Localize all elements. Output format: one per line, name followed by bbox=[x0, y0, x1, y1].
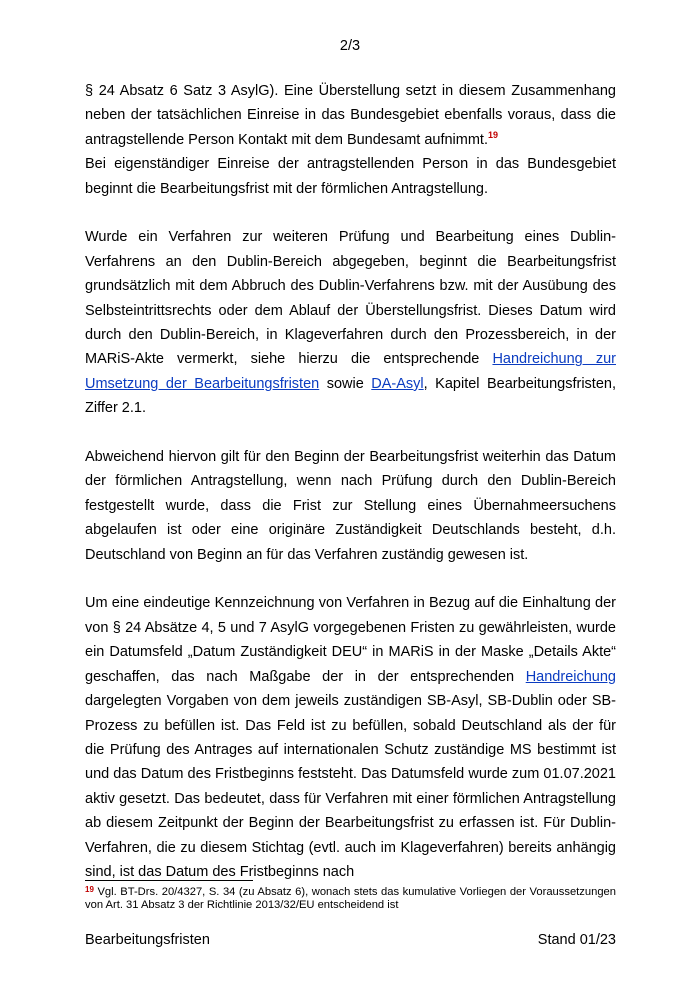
handreichung-bearbeitungsfristen-link[interactable]: Handreichung zur Umsetzung der Bearbeitungsfristen bbox=[85, 351, 616, 392]
page-footer bbox=[85, 932, 616, 948]
handreichung-link[interactable]: Handreichung bbox=[525, 668, 616, 685]
paragraph: Abweichend hiervon gilt für den Beginn der Bearbeitungsfrist weiterhin das Datum der förmlichen Antragstellung, wenn nach Prüfung durch den Dublin-Bereich festgestellt wurde, dass die Frist zur Stellung eines Übernahmeersuchens abgelaufen ist oder eine originäre Zuständigkeit Deutschlands besteht, d.h. Deutschland von Beginn an für das Verfahren zuständig gewesen ist. bbox=[85, 449, 616, 563]
footnote-text: Vgl. BT-Drs. 20/4327, S. 34 (zu Absatz 6), wonach stets das kumulative Vorliegen der Voraussetzungen von Art. 31 Absatz 3 der Richtlinie 2013/32/EU entscheidend ist bbox=[85, 886, 616, 911]
footnote-reference[interactable]: 19 bbox=[487, 129, 498, 140]
da-asyl-link[interactable]: DA-Asyl bbox=[371, 375, 424, 392]
footer-version: Stand 01/23 bbox=[537, 932, 616, 948]
paragraph bbox=[85, 591, 616, 884]
footnote-number: 19 bbox=[85, 885, 94, 894]
paragraph: Bei eigenständiger Einreise der antragstellenden Person in das Bundesgebiet beginnt die Bearbeitungsfrist mit der förmlichen Antragstellung. bbox=[85, 156, 616, 197]
footnote bbox=[85, 883, 616, 912]
page-number: 2/3 bbox=[339, 38, 361, 54]
document-body bbox=[85, 79, 616, 884]
paragraph-text: dargelegten Vorgaben von dem jeweils zuständigen SB-Asyl, SB-Dublin oder SB-Prozess zu befüllen ist. Das Feld ist zu befüllen, sobald Deutschland als der für die Prüfung des Antrages auf internationalen Schutz zuständige MS bestimmt ist und das Datum des Fristbeginns feststeht. Das Datumsfeld wurde zum 01.07.2021 aktiv gesetzt. Das bedeutet, dass für Verfahren mit einer förmlichen Antragstellung ab diesem Zeitpunkt der Beginn der Bearbeitungsfrist zu erfassen ist. Für Dublin-Verfahren, die zu diesem Stichtag (evtl. auch im Klageverfahren) bereits anhängig sind, ist das Datum des Fristbeginns nach bbox=[85, 693, 616, 880]
footer-title: Bearbeitungsfristen bbox=[85, 932, 210, 948]
paragraph bbox=[85, 225, 616, 420]
paragraph-text: § 24 Absatz 6 Satz 3 AsylG). Eine Überstellung setzt in diesem Zusammenhang neben der tatsächlichen Einreise in das Bundesgebiet ebenfalls voraus, dass die antragstellende Person Kontakt mit dem Bundesamt aufnimmt. bbox=[85, 83, 616, 148]
paragraph bbox=[85, 79, 616, 152]
paragraph-text: , Kapitel Bearbeitungsfristen, Ziffer 2.1. bbox=[85, 375, 616, 417]
paragraph-text: Wurde ein Verfahren zur weiteren Prüfung und Bearbeitung eines Dublin-Verfahrens an den Dublin-Bereich abgegeben, beginnt die Bearbeitungsfrist grundsätzlich mit dem Abbruch des Dublin-Verfahrens bzw. mit der Ausübung des Selbsteintrittsrechts oder dem Ablauf der Überstellungsfrist. Dieses Datum wird durch den Dublin-Bereich, in Klageverfahren durch den Prozessbereich, in der MARiS-Akte vermerkt, siehe hierzu die entsprechende bbox=[85, 229, 616, 368]
paragraph-text: Um eine eindeutige Kennzeichnung von Verfahren in Bezug auf die Einhaltung der von § 24 Absätze 4, 5 und 7 AsylG vorgegebenen Fristen zu gewährleisten, wurde ein Datumsfeld „Datum Zuständigkeit DEU“ in MARiS in der Maske „Details Akte“ geschaffen, das nach Maßgabe der in der entsprechenden bbox=[85, 595, 616, 685]
paragraph-text: sowie bbox=[319, 375, 372, 392]
footnote-separator bbox=[85, 880, 253, 881]
